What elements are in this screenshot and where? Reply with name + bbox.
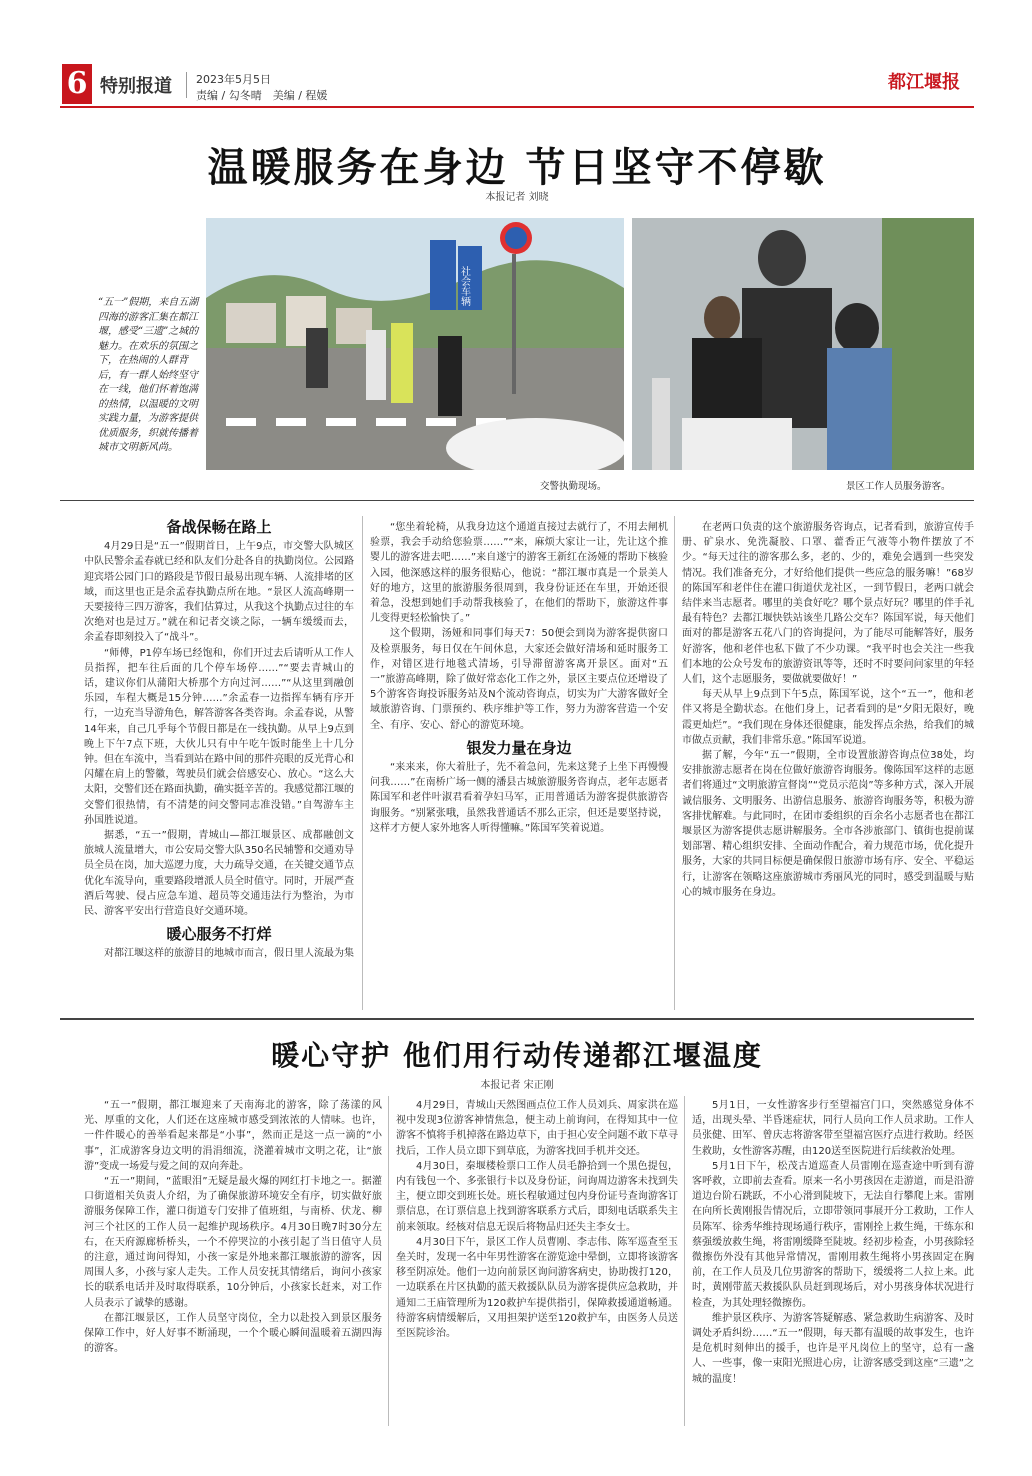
article1-title: 温暖服务在身边 节日坚守不停歇 — [207, 145, 827, 191]
photo2-caption: 景区工作人员服务游客。 — [846, 481, 951, 492]
newspaper-logo — [884, 62, 972, 100]
paragraph: 维护景区秩序、为游客答疑解惑、紧急救助生病游客、及时调处矛盾纠纷……“五一”假期，每天都有温暖的故事发生，也许是危机时刻伸出的援手，也许是平凡岗位上的坚守，总有一盏人、一些事，像一束阳光照进心房，让游客感受到这座“三遗”之城的温度！ — [692, 1312, 974, 1385]
paragraph: “师傅，P1停车场已经饱和，你们开过去后请听从工作人员指挥，把车往后面的几个停车场停……”“要去青城山的话，建议你们从蒲阳大桥那个方向过河……”“从这里到融创乐园，车程大概是15分钟……”余孟春一边指挥车辆有序开行，一边充当导游角色，解答游客各类咨询。余孟春说，从警14年来，自己几乎每个节假日都是在一线执勤。从早上9点到晚上下午7点下班，大伙儿只有中午吃午饭时能坐上十几分钟。但在车流中，当看到站在路中间的那件亮眼的反光背心和闪耀在肩上的警徽，驾驶员们就会倍感安心、放心。“这么大太阳，交警们还在路面执勤，确实挺辛苦的。我感觉都江堰的交警们很热情，有不清楚的问交警同志准没错。”自驾游车主孙国胜说道。 — [84, 647, 354, 826]
paragraph: 5月1日，一女性游客步行至望福宫门口，突然感觉身体不适，出现头晕、半昏迷症状，同行人员向工作人员求助。工作人员张健、田军、曾庆志将游客带至望福宫医疗点进行救助。经医生救助，女性游客苏醒，由120送至医院进行后续救治处理。 — [692, 1100, 974, 1157]
paragraph: 4月30日，秦堰楼检票口工作人员毛静拾到一个黑色提包，内有钱包一个、多张银行卡以及身份证，问询周边游客未找到失主，便立即交到班长处。班长程敏通过包内身份证号查询游客订票信息，在订票信息上找到游客联系方式后，即刻电话联系失主前来领取。经核对信息无误后将物品归还失主李女士。 — [396, 1160, 678, 1233]
paragraph: 对都江堰这样的旅游目的地城市而言，假日里人流最为集 — [104, 948, 354, 960]
column-divider — [388, 1096, 389, 1426]
photo-traffic-police — [206, 218, 624, 470]
page-number: 6 — [62, 64, 92, 104]
article2-byline: 本报记者 宋正刚 — [480, 1080, 554, 1091]
issue-date: 2023年5月5日 — [196, 73, 271, 86]
photo-scenic-staff — [632, 218, 974, 470]
section-title: 特别报道 — [100, 76, 172, 97]
subhead-traffic: 备战保畅在路上 — [166, 518, 272, 536]
paragraph: 4月29日，青城山天然图画点位工作人员刘兵、周家洪在巡视中发现3位游客神情焦急，便主动上前询问，在得知其中一位游客不慎将手机掉落在路边草下，由于担心安全问题不敢下草寻找后，工作人员立即下到草底，为游客找回手机并交还。 — [396, 1100, 678, 1157]
paragraph: 这个假期，汤娅和同事们每天7：50便会到岗为游客提供窗口及检票服务，每日仅在午间休息，大家还会做好清场和延时服务工作，对错区进行地毯式清场，引导滞留游客离开景区。面对“五一”旅游高峰期，除了做好常态化工作之外，景区主要点位还增设了5个游客咨询投诉服务站及N个流动咨询点，切实为广大游客做好全域旅游咨询、门票预约、秩序维护等工作，努力为游客营造一个安全、有序、安心、舒心的游览环境。 — [370, 628, 668, 731]
header-rule — [60, 106, 974, 108]
paragraph: 每天从早上9点到下午5点，陈国军说，这个“五一”，他和老伴又将是全勤状态。在他们身上，记者看到的是“夕阳无限好，晚霞更灿烂”。“我们现在身体还很健康，能发挥点余热，给我们的城市做点贡献，我们非常乐意。”陈国军说道。 — [682, 689, 974, 746]
paragraph: “五一”期间，“蓝眼泪”无疑是最火爆的网红打卡地之一。据灌口街道相关负责人介绍，为了确保旅游环境安全有序，切实做好旅游服务保障工作，灌口街道专门安排了值班组，与南桥、伏龙、柳河三个社区的工作人员一起维护现场秩序。4月30日晚7时30分左右，在天府源廊桥桥头，一个不停哭泣的小孩引起了当日值守人员的注意，通过询问得知，小孩一家是外地来都江堰旅游的游客，因周围人多，小孩与家人走失。工作人员安抚其情绪后，询问小孩家长的联系电话并及时取得联系，10分钟后，小孩家长赶来，对工作人员表示了诚挚的感谢。 — [84, 1176, 382, 1309]
paragraph: 4月30日下午，景区工作人员曹刚、李志伟、陈军巡查至玉垒关时，发现一名中年男性游客在游览途中晕倒，立即将该游客移至阴凉处。他们一边向前景区询问游客病史，协助拨打120，一边联系在片区执勤的蓝天救援队队员为游客提供应急救助，并通知二王庙管理所为120救护车提供指引，保障救援通道畅通。待游客病情缓解后，又用担架护送至120救护车，由医务人员送至医院诊治。 — [396, 1236, 678, 1340]
article-separator — [60, 1018, 974, 1020]
paragraph: 4月29日是“五一”假期首日，上午9点，市交警大队城区中队民警余孟春就已经和队友们分赴各自的执勤岗位。公园路迎宾塔公园门口的路段是节假日最易出现车辆、人流排堵的区域，而这里也正是余孟春执勤点所在地。“景区人流高峰期一天要接待三四万游客，我们估算过，从我这个执勤点过往的车次绝对也是过万。”就在和记者交谈之际，一辆车缓缓而去，余孟春即刻投入了“战斗”。 — [84, 541, 354, 644]
photo1-caption: 交警执勤现场。 — [540, 481, 607, 492]
column-divider — [362, 516, 363, 1010]
paragraph: 据悉，“五一”假期，青城山—都江堰景区、成都融创文旅城人流量增大，市公安局交警大队350名民辅警和交通劝导员全员在岗，加大巡逻力度，大力疏导交通，在关键交通节点优化车流导向，重要路段增派人员全时值守。同时，开展严查酒后驾驶、侵占应急车道、超员等交通违法行为整治，为市民、游客平安出行营造良好交通环境。 — [84, 830, 354, 918]
subhead-service: 暖心服务不打烊 — [166, 925, 272, 944]
paragraph: 在老两口负责的这个旅游服务咨询点，记者看到，旅游宣传手册、矿泉水、免洗凝胶、口罩、藿香正气液等小物件摆放了不少。“每天过往的游客那么多，老的、少的，难免会遇到一些突发情况。我们准备充分，才好给他们提供一些应急的服务嘛！”68岁的陈国军和老伴住在灌口街道伏龙社区，一到节假日，老两口就会结伴来当志愿者。哪里的美食好吃？哪个景点好玩？哪里的伴手礼最有特色？去都江堰快铁站该坐几路公交车？陈国军说，每天他们面对的都是游客五花八门的咨询提问，为了能尽可能解答好，服务好游客，他和老伴也私下做了不少功课。“我平时也会关注一些我们本地的公众号发布的旅游资讯等等，还时不时要问问家里的年轻人们，这个志愿服务，要做就要做好！” — [682, 522, 974, 686]
article1-byline: 本报记者 刘晓 — [485, 192, 549, 203]
article2-column1 — [84, 1098, 382, 1428]
paragraph: 据了解，今年“五一”假期，全市设置旅游咨询点位38处，均安排旅游志愿者在岗在位做好旅游咨询服务。像陈国军这样的志愿者们将通过“文明旅游宣督岗”“党员示范岗”等多种方式，深入开展诚信服务、文明服务、出游信息服务、旅游咨询服务等，积极为游客排忧解难。与此同时，在团市委组织的百余名小志愿者也在都江堰景区为游客提供志愿讲解服务。全市各涉旅部门、镇街也提前谋划部署、精心组织安排、全面动作配合，着力规范市场，优化提升服务，大家的共同目标便是确保假日旅游市场有序、安全、平稳运行，让游客在领略这座旅游城市秀丽风光的同时，感受到温暖与贴心的城市服务在身边。 — [682, 750, 974, 898]
sign-text: 社会车辆 — [458, 266, 470, 306]
editors-credit: 责编 / 勾冬晴 美编 / 程媛 — [196, 89, 328, 102]
article1-column3 — [682, 520, 974, 1012]
paragraph: 5月1日下午，松茂古道巡查人员雷刚在巡查途中听到有游客呼救，立即前去查看。原来一名小男孩因在走游道，而是沿游道边台阶石跳跃，不小心滑到陡坡下，无法自行攀爬上来。雷刚在向所长黄刚报告情况后，立即带领同事展开分工救助，工作人员陈军、徐秀华维持现场通行秩序，雷刚拴上救生绳，干练东和蔡强缓放救生绳，将雷刚缓降至陡坡。经初步检查，小男孩除轻微擦伤外没有其他异常情况，雷刚用救生绳将小男孩固定在胸前，在工作人员及几位男游客的帮助下，缓缓将二人拉上来。此时，黄刚带蓝天救援队队员赶到现场后，对小男孩身体状况进行检查，为其处理轻微擦伤。 — [692, 1160, 974, 1309]
article2-title: 暖心守护 他们用行动传递都江堰温度 — [271, 1039, 763, 1072]
subhead-volunteer: 银发力量在身边 — [466, 738, 572, 757]
paragraph: 在都江堰景区，工作人员坚守岗位，全力以赴投入到景区服务保障工作中，好人好事不断涌现，一个个暖心瞬间温暖着五湖四海的游客。 — [84, 1312, 382, 1355]
column-divider — [674, 516, 675, 1010]
logo-text: 都江堰报 — [888, 72, 960, 93]
column-divider — [684, 1096, 685, 1426]
article2-column3 — [692, 1098, 974, 1428]
article2-column2 — [396, 1098, 678, 1428]
paragraph: “您坐着轮椅，从我身边这个通道直接过去就行了，不用去闸机验票，我会手动给您验票……”“来，麻烦大家让一让，先让这个推婴儿的游客进去吧……”来自遂宁的游客王新红在汤娅的帮助下核验入园，他深感这样的服务很贴心，他说：“都江堰市真是一个景美人好的地方，这里的旅游服务很周到，我身份证还在车里，开始还很着急，没想到她们手动帮我核验了，在他们的帮助下，旅游这件事儿变得更轻松愉快了。” — [370, 522, 668, 625]
article1-column2 — [370, 520, 668, 1012]
paragraph: “来来来，你大着肚子，先不着急问，先来这凳子上坐下再慢慢问我……”在南桥广场一侧的潘县古城旅游服务咨询点，老年志愿者陈国军和老伴叶淑君看着孕妇马军，正用普通话为游客提供旅游咨询服务。“别紧张哦，虽然我普通话不那么正宗，但还是要坚持说，这样才方便人家外地客人听得懂嘛。”陈国军笑着说道。 — [370, 762, 668, 834]
article1-column1 — [84, 520, 354, 961]
photo-side-caption: “五一”假期，来自五湖四海的游客汇集在都江堰，感受“三遗”之城的魅力。在欢乐的氛围之下，在热闹的人群背后，有一群人始终坚守在一线，他们怀着饱满的热情，以温暖的文明实践力量，为游客提供优质服务，织就传播着城市文明新风尚。 — [98, 297, 199, 453]
photo-rule — [60, 500, 974, 501]
header-divider — [186, 72, 187, 98]
paragraph: “五一”假期，都江堰迎来了天南海北的游客，除了荡漾的风光、厚重的文化，人们还在这座城市感受到浓浓的人情味。也许，一件件暖心的善举看起来都是“小事”，然而正是这一点一滴的“小事”，汇成游客身边文明的涓涓细流，浇灌着城市文明之花，让“旅游”变成一场爱与爱之间的双向奔赴。 — [84, 1100, 382, 1172]
